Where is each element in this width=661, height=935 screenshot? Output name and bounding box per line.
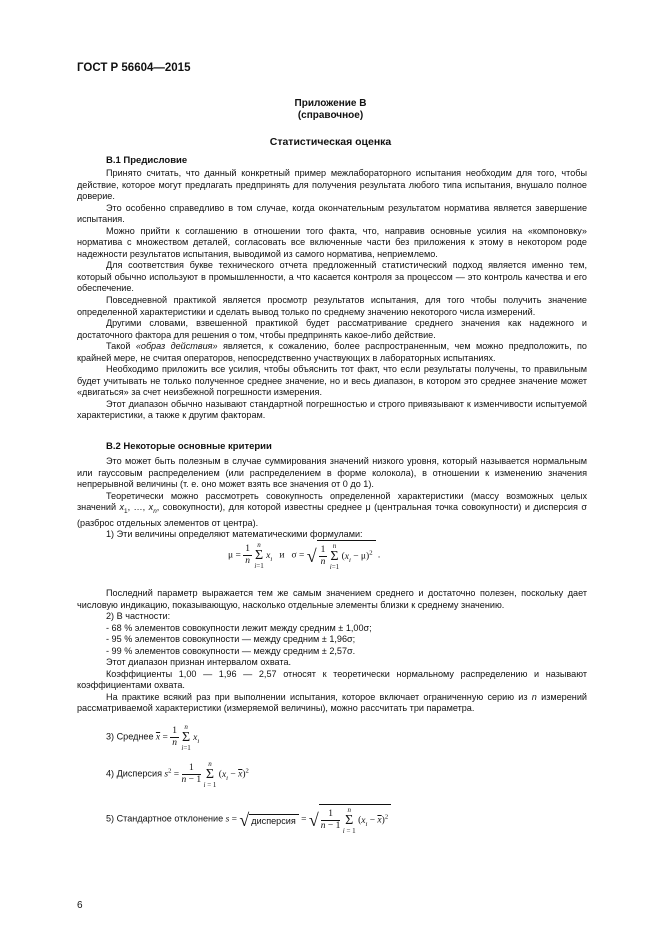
page-number: 6 <box>77 900 83 911</box>
paragraph: На практике всякий раз при выполнении испытания, которое включает ограниченную серию из n измерений рассматриваемой характеристики (измеряемой величины), можно рассчитать три параметра. <box>77 691 587 714</box>
paragraph: Этот диапазон признан интервалом охвата. <box>106 657 292 668</box>
standard-number: ГОСТ Р 56604—2015 <box>77 62 191 74</box>
paragraph: Другими словами, взвешенной практикой будет рассматривание среднего значения как надежного и достаточного фактора для решения о том, чтобы предпринять какое-либо действие. <box>77 318 587 340</box>
paragraph: Теоретически можно рассмотреть совокупность определенной характеристики (массу возможных целых значений $x_1$, …, $x_n$, совокупности), для которой известны среднее μ (центральная точка совокупности) и дисперсия σ (разброс отдельных элементов от центра). <box>77 490 587 528</box>
paragraph: Принято считать, что данный конкретный пример межлабораторного испытания необходим для того, чтобы действие, которое могут предлагать предпринять для получения результата любого типа испытания, внушало полное доверие. <box>77 168 587 202</box>
text-run: , совокупности), для которой известны среднее μ (центральная точка совокупности) и дисперсия σ (разброс отдельных элементов от центра). <box>77 502 587 528</box>
paragraph: Для соответствия букве технического отчета предложенный статистический подход является именно тем, который обычно используют в промышленности, а что касается контроля за процессом — это контроль качества и его обеспечение. <box>77 260 587 294</box>
formula-mu-sigma: μ = $\frac{1}{n}$ n Σ i=1 $x_i$ и σ = √ $\frac{1}{n}$ n Σ i=1 $(x_i - \mu)^2$ . <box>228 541 381 571</box>
appendix-note: (справочное) <box>297 110 364 121</box>
formula-std-deviation: 5) Стандартное отклонение s = √ дисперсия = √ $\frac{1}{n - 1}$ n Σ i = 1 $(x_i - \overline{x})^2$ <box>106 804 391 835</box>
paragraph: Последний параметр выражается тем же самым значением среднего и достаточно полезен, поскольку дает числовую индикацию, показывающую, насколько отдельные элементы близки к среднему значению. <box>77 588 587 610</box>
section-heading-b2: В.2 Некоторые основные критерии <box>106 441 272 452</box>
section-b2-text-a <box>77 456 587 541</box>
list-item: - 68 % элементов совокупности лежит между средним ± 1,00σ; <box>106 622 372 633</box>
emphasis-text: «образ действия» <box>135 341 218 352</box>
text-run: Такой <box>106 341 136 352</box>
paragraph <box>77 341 587 364</box>
paragraph: Коэффициенты 1,00 — 1,96 — 2,57 относят к теоретически нормальному распределению и называют коэффициентами охвата. <box>77 668 587 691</box>
section-b1-text <box>77 168 587 422</box>
paragraph: Необходимо приложить все усилия, чтобы объяснить тот факт, что если результаты получены, то правильным будет учитывать не только полученное среднее значение, но и весь диапазон, в котором это среднее значение может «двигаться» за счет неизбежной погрешности измерения. <box>77 364 587 398</box>
text-run: измерений рассматриваемой характеристики (измеряемой величины), можно рассчитать три параметра. <box>77 691 587 714</box>
section-heading-b1: В.1 Предисловие <box>106 155 188 166</box>
formula-word: дисперсия <box>249 814 299 826</box>
text-run: является, к сожалению, более распространенным, чем можно предположить, по крайней мере, не считая операторов, непосредственно участвующих в лабораторных испытаниях. <box>77 341 587 363</box>
appendix-title: Приложение В <box>294 98 367 109</box>
section-b2-text-b <box>77 588 587 715</box>
text-run: , …, <box>127 502 149 513</box>
paragraph: 1) Эти величины определяют математическими формулами: <box>106 529 363 540</box>
paragraph: Можно прийти к соглашению в отношении того факта, что, направив основные усилия на «компоновку» норматива с множеством деталей, согласовать все включенные части без приложения к этому в некотором роде надежности результатов испытания, выводимой из самого норматива, неприемлемо. <box>77 225 587 259</box>
paragraph: 2) В частности: <box>106 611 171 622</box>
formula-label: 3) Среднее <box>106 731 154 742</box>
paragraph: Это может быть полезным в случае суммирования значений низкого уровня, который называется нормальным или гауссовым распределением (или распределением в форме колокола), в отношении к изменению значения непрерывной величины (т. е. оно может взять все значения от 0 до 1). <box>77 456 587 490</box>
main-title: Статистическая оценка <box>269 136 392 148</box>
text-run: Теоретически можно рассмотреть совокупность определенной характеристики (массу возможных целых значений <box>77 490 587 513</box>
paragraph: Повседневной практикой является просмотр результатов испытания, для того чтобы получить значение определенной характеристики и сделать вывод только по среднему значению некоторого числа измерений. <box>77 295 587 317</box>
list-item: - 99 % элементов совокупности — между средним ± 2,57σ. <box>106 645 356 656</box>
formula-label: 4) Дисперсия <box>106 768 162 779</box>
paragraph: Это особенно справедливо в том случае, когда окончательным результатом норматива является завершение испытания. <box>77 202 587 225</box>
paragraph: Этот диапазон обычно называют стандартной погрешностью и строго привязывают к изменчивости испытуемой характеристики, а также к другим факторам. <box>77 398 587 421</box>
text-run: На практике всякий раз при выполнении испытания, которое включает ограниченную серию из <box>106 691 532 702</box>
list-item: - 95 % элементов совокупности — между средним ± 1,96σ; <box>106 634 356 645</box>
formula-label: 5) Стандартное отклонение <box>106 813 224 824</box>
formula-mean: 3) Среднее $\overline{x}$ = $\frac{1}{n}$ n Σ i=1 $x_i$ <box>106 723 200 752</box>
formula-variance: 4) Дисперсия $s^2$ = $\frac{1}{n - 1}$ n Σ i = 1 $(x_i - \overline{x})^2$ <box>106 760 249 789</box>
